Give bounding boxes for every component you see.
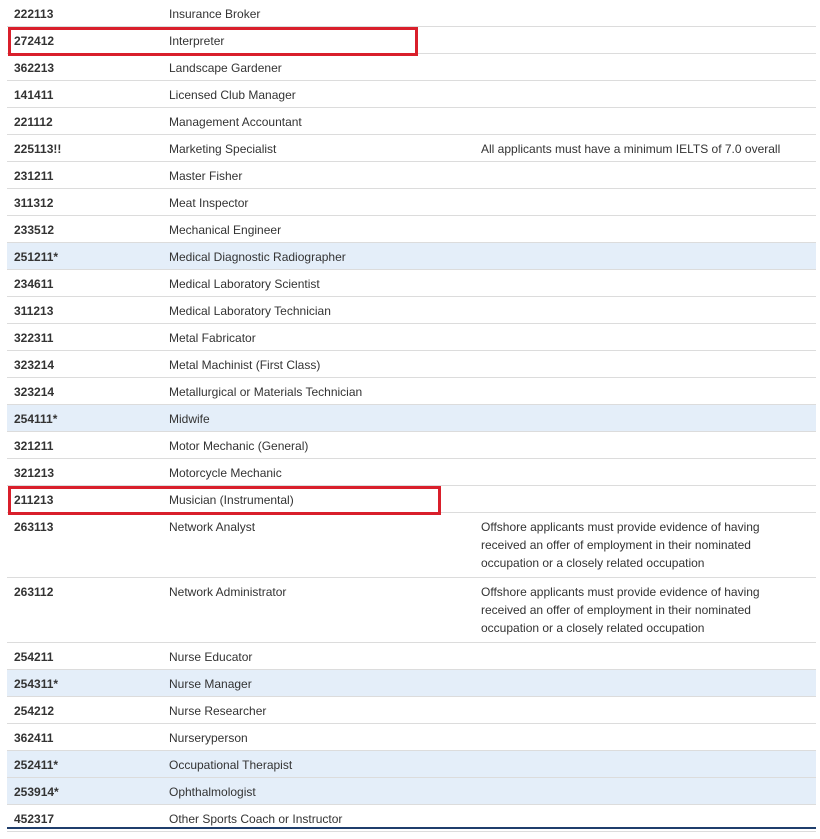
occupation-code: 251211* [7,243,157,270]
occupation-note [469,670,816,697]
occupation-note [469,405,816,432]
occupation-code: 253914* [7,778,157,805]
table-row [7,162,816,189]
table-row [7,432,816,459]
occupation-title: Interpreter [157,27,469,54]
occupation-title: Ophthalmologist [157,778,469,805]
table-row [7,513,816,578]
occupation-code: 254211 [7,643,157,670]
occupation-note-line: received an offer of employment in their nominated [481,603,751,617]
occupation-code: 221112 [7,108,157,135]
occupation-note [469,697,816,724]
table-row [7,459,816,486]
occupation-code: 263113 [7,513,157,578]
occupation-title: Marketing Specialist [157,135,469,162]
occupation-title: Metal Machinist (First Class) [157,351,469,378]
occupation-code: 225113!! [7,135,157,162]
occupation-note [469,351,816,378]
table-row [7,297,816,324]
occupation-title: Motorcycle Mechanic [157,459,469,486]
occupation-title: Nurse Educator [157,643,469,670]
occupation-note [469,324,816,351]
occupation-code: 311213 [7,297,157,324]
table-bottom-rule [7,827,816,829]
occupation-note [469,297,816,324]
occupation-note-line: Offshore applicants must provide evidence of having [481,520,760,534]
occupation-code: 252411* [7,751,157,778]
occupation-code: 254311* [7,670,157,697]
occupation-title: Motor Mechanic (General) [157,432,469,459]
occupation-note [469,513,816,578]
occupation-code: 362411 [7,724,157,751]
occupation-code: 254212 [7,697,157,724]
occupation-note: All applicants must have a minimum IELTS of 7.0 overall [469,135,816,162]
occupation-title: Meat Inspector [157,189,469,216]
occupation-code: 234611 [7,270,157,297]
occupation-note [469,778,816,805]
table-row [7,81,816,108]
occupation-note-line: Offshore applicants must provide evidence of having [481,585,760,599]
occupation-title: Network Analyst [157,513,469,578]
occupation-note [469,216,816,243]
occupation-code: 322311 [7,324,157,351]
occupation-code: 272412 [7,27,157,54]
occupation-note-line: occupation or a closely related occupation [481,621,705,635]
table-row [7,108,816,135]
occupation-note [469,54,816,81]
occupation-title: Other Sports Coach or Instructor [157,805,469,832]
occupation-title: Nurse Researcher [157,697,469,724]
occupation-note [469,162,816,189]
occupation-title: Management Accountant [157,108,469,135]
occupation-note [469,27,816,54]
occupation-title: Nurseryperson [157,724,469,751]
occupation-note [469,724,816,751]
table-row [7,643,816,670]
occupation-title: Occupational Therapist [157,751,469,778]
occupation-title: Medical Laboratory Technician [157,297,469,324]
occupation-code: 323214 [7,378,157,405]
occupation-table [7,0,816,832]
table-row [7,697,816,724]
table-row [7,578,816,643]
table-row [7,54,816,81]
occupation-code: 452317 [7,805,157,832]
occupation-code: 233512 [7,216,157,243]
occupation-note [469,643,816,670]
occupation-code: 321211 [7,432,157,459]
occupation-note-line: received an offer of employment in their nominated [481,538,751,552]
occupation-note [469,108,816,135]
table-row [7,378,816,405]
occupation-title: Medical Laboratory Scientist [157,270,469,297]
occupation-code: 141411 [7,81,157,108]
occupation-code: 231211 [7,162,157,189]
table-row [7,0,816,27]
occupation-title: Medical Diagnostic Radiographer [157,243,469,270]
occupation-title: Midwife [157,405,469,432]
occupation-title: Landscape Gardener [157,54,469,81]
table-row [7,405,816,432]
table-row [7,243,816,270]
occupation-title: Musician (Instrumental) [157,486,469,513]
table-row [7,351,816,378]
occupation-title: Master Fisher [157,162,469,189]
occupation-code: 211213 [7,486,157,513]
occupation-note [469,578,816,643]
occupation-code: 321213 [7,459,157,486]
table-row [7,27,816,54]
table-row [7,189,816,216]
table-row [7,486,816,513]
table-row [7,324,816,351]
table-row [7,216,816,243]
occupation-title: Insurance Broker [157,0,469,27]
occupation-note [469,0,816,27]
occupation-note [469,751,816,778]
occupation-code: 254111* [7,405,157,432]
occupation-title: Nurse Manager [157,670,469,697]
occupation-title: Metallurgical or Materials Technician [157,378,469,405]
occupation-note [469,486,816,513]
occupation-note [469,432,816,459]
table-row [7,670,816,697]
occupation-code: 362213 [7,54,157,81]
occupation-code: 323214 [7,351,157,378]
occupation-title: Mechanical Engineer [157,216,469,243]
occupation-note [469,243,816,270]
occupation-note [469,81,816,108]
occupation-title: Metal Fabricator [157,324,469,351]
occupation-title: Licensed Club Manager [157,81,469,108]
table-row [7,270,816,297]
occupation-code: 311312 [7,189,157,216]
occupation-title: Network Administrator [157,578,469,643]
table-row [7,724,816,751]
table-row [7,135,816,162]
occupation-code: 263112 [7,578,157,643]
occupation-note [469,270,816,297]
occupation-note [469,189,816,216]
occupation-code: 222113 [7,0,157,27]
occupation-note [469,459,816,486]
table-row [7,751,816,778]
occupation-note-line: occupation or a closely related occupation [481,556,705,570]
occupation-table-body [7,0,816,832]
table-row [7,778,816,805]
occupation-note [469,378,816,405]
